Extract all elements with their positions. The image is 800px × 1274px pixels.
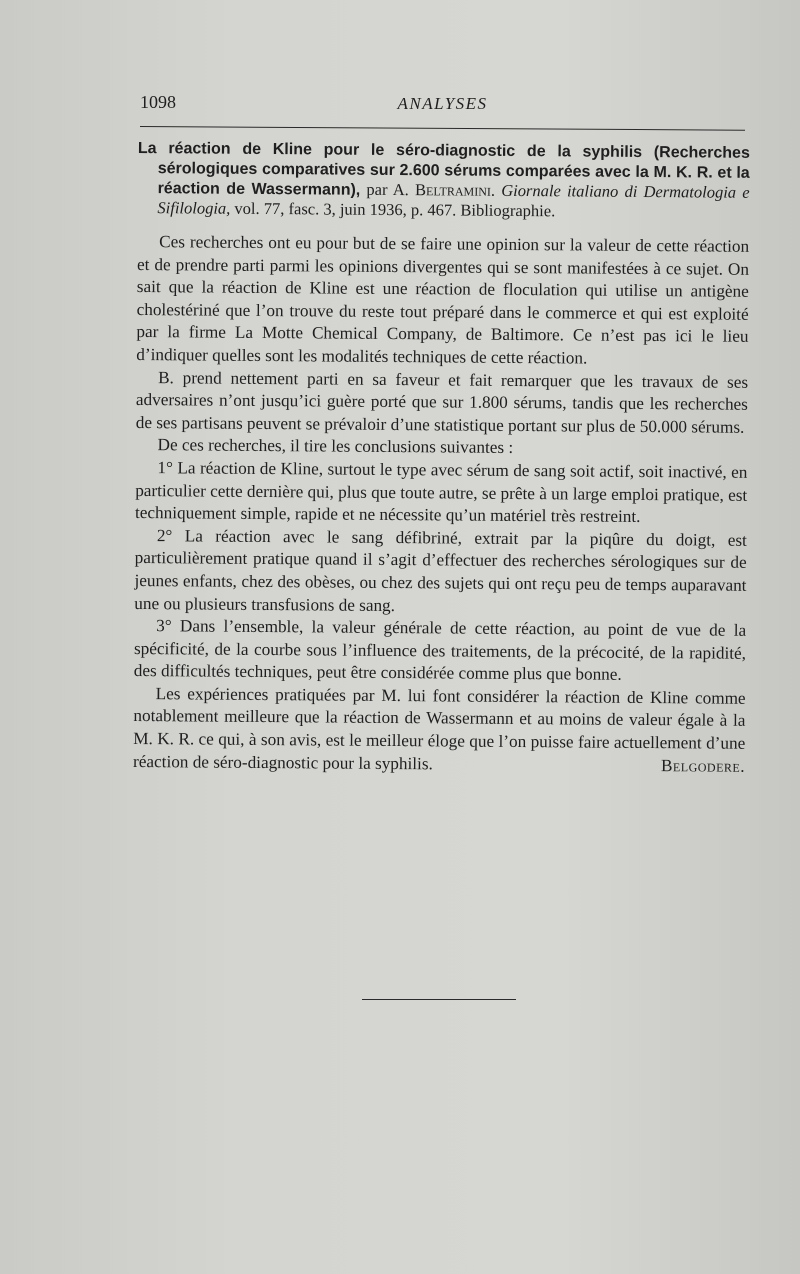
header-rule: [140, 126, 745, 131]
article-author: Beltramini.: [414, 180, 496, 200]
final-paragraph: [133, 683, 746, 778]
paragraph: B. prend nettement parti en sa faveur et fait remarquer que les travaux de ses adversaires n’ont jusqu’ici guère porté que sur 1.800 sérums, tandis que les recherches de ses partisans peuvent se prévaloir d’une statistique portant sur plus de 50.000 sérums.: [135, 367, 749, 437]
article-heading: [137, 138, 750, 222]
end-rule: [362, 999, 516, 1000]
paragraph: 1° La réaction de Kline, surtout le type avec sérum de sang soit actif, soit inactivé, en particulier cette dernière qui, plus que toute autre, se prête à un large emploi pratique, est techniquement simple, rapide et ne nécessite qu’un matériel très restreint.: [134, 458, 748, 527]
paragraph: De ces recherches, il tire les conclusions suivantes :: [157, 435, 514, 458]
paragraph: 2° La réaction avec le sang défibriné, extrait par la piqûre du doigt, est particulièrement pratique quand il s’agit d’effectuer des recherches sérologiques sur de jeunes enfants, chez des obèses, ou chez des sujets qui ont reçu peu de temps auparavant une ou plusieurs transfusions de sang.: [134, 525, 747, 615]
article-by: par A.: [360, 179, 416, 200]
reviewer-signature: Belgodere.: [660, 755, 746, 776]
page-number: 1098: [140, 92, 176, 112]
final-paragraph-text: Les expériences pratiquées par M. lui font considérer la réaction de Kline comme notablement meilleure que la réaction de Wassermann et au moins de valeur égale à la M. K. R. ce qui, à son avis, est le meilleur éloge que l’on puisse faire actuellement d’une réaction de séro-diagnostic pour la syphilis.: [133, 684, 746, 773]
article-title: La réaction de Kline pour le séro-diagnostic de la syphilis (Recherches sérologiques comparatives sur 2.600 sérums comparées avec la M. K. R. et la réaction de Wassermann),: [137, 139, 750, 199]
paragraph: 3° Dans l’ensemble, la valeur générale de cette réaction, au point de vue de la spécificité, de la courbe sous l’influence des traitements, de la précocité, de la rapidité, des difficultés techniques, peut être considérée comme plus que bonne.: [133, 616, 747, 685]
paragraph: Ces recherches ont eu pour but de se faire une opinion sur la valeur de cette réaction et de prendre parti parmi les opinions divergentes qui se sont manifestées à ce sujet. On sait que la réaction de Kline est une réaction de floculation qui utilise un antigène cholestériné que l’on trouve du reste tout préparé dans le commerce et qui est exploité par la firme La Motte Chemical Company, de Baltimore. Ce n’est pas ici le lieu d’indiquer quelles sont les modalités techniques de cette réaction.: [136, 232, 750, 368]
article-journal: Giornale italiano di Dermatologia e Sifilologia,: [157, 180, 750, 218]
page-header: [140, 92, 745, 120]
article: [133, 138, 750, 778]
article-citation: vol. 77, fasc. 3, juin 1936, p. 467. Bibliographie.: [230, 198, 556, 221]
running-title: ANALYSES: [397, 94, 488, 113]
